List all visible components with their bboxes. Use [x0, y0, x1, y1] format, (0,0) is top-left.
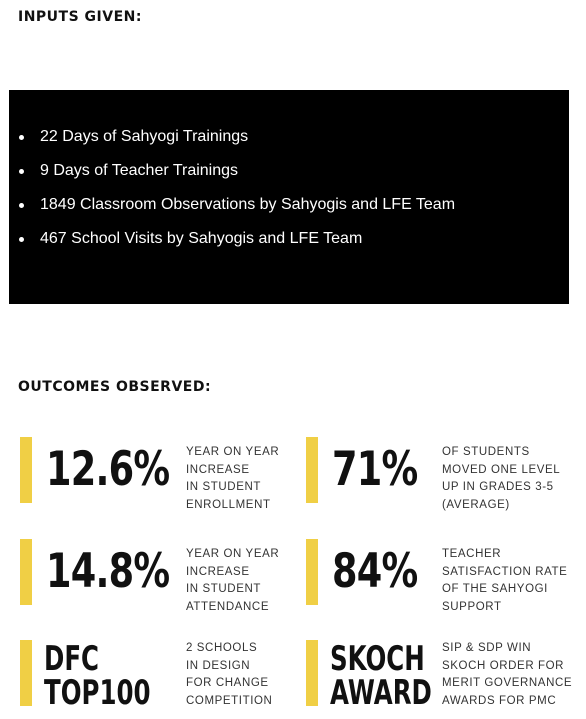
- stat-description-line: (AVERAGE): [442, 498, 510, 511]
- outcome-attendance: [20, 539, 290, 613]
- award-title-line: SKOCH: [330, 639, 425, 679]
- award-title-line: TOP100: [44, 673, 151, 713]
- stat-description-line: ENROLLMENT: [186, 498, 271, 511]
- stat-description-line: IN STUDENT: [186, 481, 261, 493]
- award-description-line: COMPETITION: [186, 694, 273, 707]
- outcome-learning-level: [306, 437, 576, 511]
- award-description-line: IN DESIGN: [186, 659, 251, 672]
- list-item: [19, 194, 455, 228]
- stat-description-line: UP IN GRADES 3-5: [442, 481, 554, 493]
- accent-bar: [20, 437, 32, 503]
- stat-description-line: OF THE SAHYOGI: [442, 583, 548, 595]
- list-item-text: 9 Days of Teacher Trainings: [40, 162, 239, 179]
- list-item: [19, 228, 455, 262]
- stat-description-line: OF STUDENTS: [442, 446, 530, 458]
- inputs-panel: [9, 90, 569, 304]
- accent-bar: [306, 640, 318, 706]
- stat-description-line: TEACHER: [442, 548, 502, 560]
- bullet-icon: [19, 237, 24, 242]
- award-dfc: [20, 639, 290, 713]
- award-title-line: AWARD: [330, 673, 432, 713]
- stat-description: [442, 546, 567, 616]
- stat-description: [442, 444, 560, 514]
- stat-description-line: YEAR ON YEAR: [186, 548, 280, 560]
- list-item: [19, 126, 455, 160]
- award-title: [44, 639, 151, 713]
- list-item-text: 1849 Classroom Observations by Sahyogis and LFE Team: [40, 196, 456, 213]
- inputs-heading: INPUTS GIVEN:: [18, 9, 142, 25]
- stat-description-line: MOVED ONE LEVEL: [442, 463, 561, 476]
- bullet-icon: [19, 203, 24, 208]
- list-item-text: 467 School Visits by Sahyogis and LFE Team: [40, 230, 363, 247]
- outcome-teacher-satisfaction: [306, 539, 576, 613]
- stat-description-line: INCREASE: [186, 565, 250, 578]
- bullet-icon: [19, 169, 24, 174]
- list-item-text: 22 Days of Sahyogi Trainings: [40, 128, 249, 145]
- stat-description-line: IN STUDENT: [186, 583, 261, 595]
- stat-description-line: YEAR ON YEAR: [186, 446, 280, 458]
- award-description-line: SKOCH ORDER FOR: [442, 659, 565, 672]
- stat-description-line: ATTENDANCE: [186, 600, 270, 613]
- accent-bar: [306, 437, 318, 503]
- stat-description-line: INCREASE: [186, 463, 250, 476]
- stat-value: 71%: [332, 442, 418, 497]
- award-description: [442, 640, 572, 710]
- stat-description-line: SUPPORT: [442, 600, 502, 613]
- award-title-line: DFC: [44, 639, 100, 679]
- outcome-enrollment: [20, 437, 290, 511]
- stat-value: 14.8%: [46, 544, 170, 599]
- bullet-icon: [19, 135, 24, 140]
- stat-description: [186, 444, 279, 514]
- accent-bar: [306, 539, 318, 605]
- award-description-line: FOR CHANGE: [186, 677, 269, 689]
- stat-value: 84%: [332, 544, 418, 599]
- award-skoch: [306, 639, 576, 713]
- inputs-list: [19, 126, 455, 262]
- award-description-line: AWARDS FOR PMC: [442, 694, 557, 707]
- accent-bar: [20, 640, 32, 706]
- award-description: [186, 640, 272, 710]
- stat-description: [186, 546, 279, 616]
- stat-value: 12.6%: [46, 442, 170, 497]
- list-item: [19, 160, 455, 194]
- outcomes-heading: OUTCOMES OBSERVED:: [18, 379, 212, 395]
- award-description-line: 2 SCHOOLS: [186, 642, 258, 654]
- stat-description-line: SATISFACTION RATE: [442, 565, 568, 578]
- award-description-line: MERIT GOVERNANCE: [442, 677, 573, 689]
- award-title: [330, 639, 432, 713]
- accent-bar: [20, 539, 32, 605]
- award-description-line: SIP & SDP WIN: [442, 642, 532, 654]
